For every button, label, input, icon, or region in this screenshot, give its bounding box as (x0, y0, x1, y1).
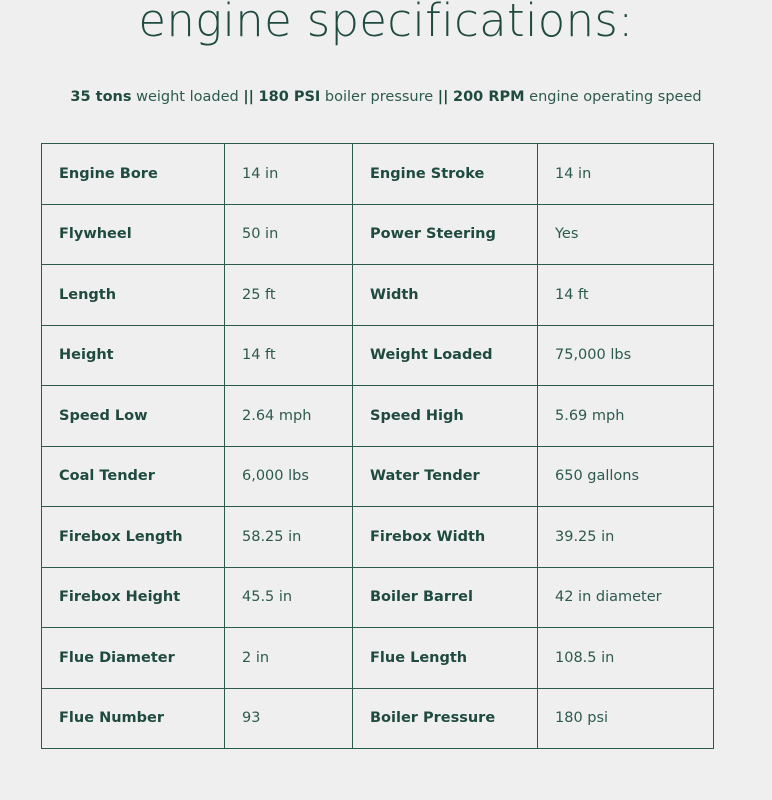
spec-value: 39.25 in (538, 507, 714, 568)
spec-label: Flue Length (353, 628, 538, 689)
table-row (42, 265, 714, 326)
spec-value: 42 in diameter (538, 567, 714, 628)
summary-rpm-text: engine operating speed (529, 89, 702, 105)
summary-weight-text: weight loaded (136, 89, 239, 105)
spec-value: 650 gallons (538, 446, 714, 507)
spec-summary (0, 87, 772, 107)
spec-label: Weight Loaded (353, 325, 538, 386)
spec-value: 108.5 in (538, 628, 714, 689)
spec-value: 45.5 in (225, 567, 353, 628)
summary-separator: || (243, 89, 254, 105)
table-row (42, 204, 714, 265)
spec-value: Yes (538, 204, 714, 265)
spec-value: 2.64 mph (225, 386, 353, 447)
spec-label: Power Steering (353, 204, 538, 265)
spec-value: 93 (225, 688, 353, 749)
summary-pressure-value: 180 PSI (258, 89, 321, 105)
spec-label: Height (42, 325, 225, 386)
spec-value: 25 ft (225, 265, 353, 326)
spec-label: Speed High (353, 386, 538, 447)
table-row (42, 507, 714, 568)
spec-value: 75,000 lbs (538, 325, 714, 386)
spec-label: Engine Bore (42, 144, 225, 205)
table-row (42, 628, 714, 689)
spec-value: 14 ft (225, 325, 353, 386)
spec-label: Width (353, 265, 538, 326)
table-row (42, 567, 714, 628)
spec-value: 2 in (225, 628, 353, 689)
spec-label: Firebox Height (42, 567, 225, 628)
summary-pressure-text: boiler pressure (324, 89, 434, 105)
table-row (42, 386, 714, 447)
spec-value: 5.69 mph (538, 386, 714, 447)
spec-value: 14 in (225, 144, 353, 205)
spec-label: Boiler Pressure (353, 688, 538, 749)
spec-label: Firebox Length (42, 507, 225, 568)
spec-value: 58.25 in (225, 507, 353, 568)
spec-label: Engine Stroke (353, 144, 538, 205)
table-row (42, 688, 714, 749)
spec-label: Water Tender (353, 446, 538, 507)
summary-rpm-value: 200 RPM (453, 89, 525, 105)
spec-label: Firebox Width (353, 507, 538, 568)
spec-value: 14 ft (538, 265, 714, 326)
spec-value: 180 psi (538, 688, 714, 749)
spec-label: Coal Tender (42, 446, 225, 507)
table-row (42, 325, 714, 386)
page-title: engine specifications: (138, 0, 634, 47)
spec-label: Flue Number (42, 688, 225, 749)
summary-weight-value: 35 tons (70, 89, 132, 105)
spec-label: Speed Low (42, 386, 225, 447)
spec-label: Flue Diameter (42, 628, 225, 689)
summary-separator: || (437, 89, 449, 105)
table-row (42, 144, 714, 205)
spec-value: 6,000 lbs (225, 446, 353, 507)
spec-label: Length (42, 265, 225, 326)
spec-value: 50 in (225, 204, 353, 265)
table-row (42, 446, 714, 507)
spec-value: 14 in (538, 144, 714, 205)
engine-specs-table (41, 143, 714, 749)
spec-label: Flywheel (42, 204, 225, 265)
spec-label: Boiler Barrel (353, 567, 538, 628)
